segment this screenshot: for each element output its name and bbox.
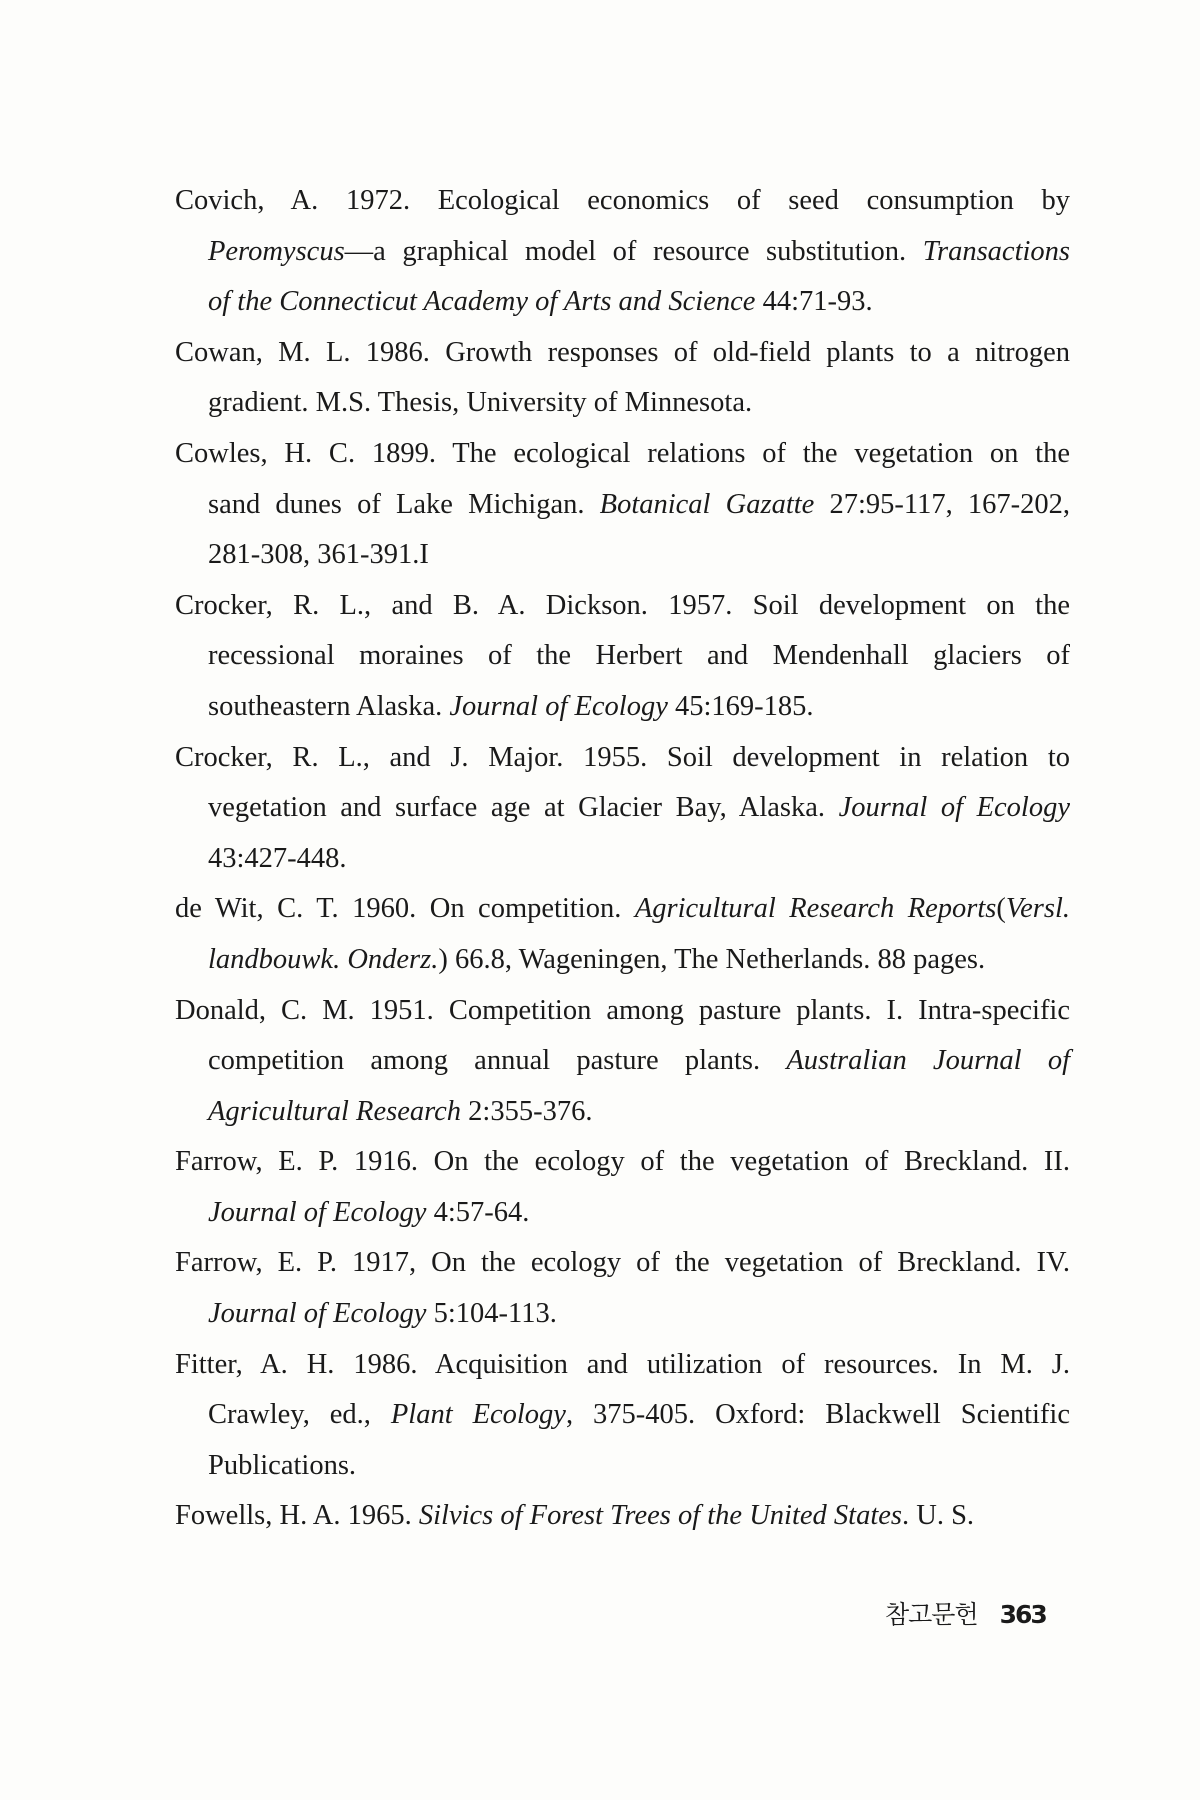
reference-text: Cowles, H. C. 1899. The ecological relations of the vegetation on the (175, 437, 1070, 469)
reference-entry (175, 581, 1070, 733)
italic-title-text: Versl. (1005, 893, 1070, 925)
reference-entry (175, 176, 1070, 328)
italic-title-text: Plant Ecology (390, 1399, 566, 1431)
reference-text: Fowells, H. A. 1965. (175, 1500, 419, 1532)
reference-entry (175, 1137, 1070, 1238)
reference-text: Farrow, E. P. 1916. On the ecology of the vegetation of Breckland. II. (175, 1146, 1070, 1178)
reference-entry (175, 1340, 1070, 1492)
reference-text: vegetation and surface age at Glacier Bay, Alaska. (208, 792, 839, 824)
reference-continuation-line (175, 530, 1070, 581)
italic-title-text: Silvics of Forest Trees of the United States (418, 1500, 902, 1532)
italic-title-text: Transactions (922, 235, 1070, 267)
reference-text: southeastern Alaska. (208, 690, 450, 722)
reference-first-line (175, 733, 1070, 784)
reference-text: Publications. (208, 1449, 357, 1481)
reference-text: 2:355-376. (461, 1095, 593, 1127)
reference-continuation-line (175, 227, 1070, 278)
reference-first-line (175, 986, 1070, 1037)
reference-continuation-line (175, 631, 1070, 682)
reference-continuation-line (175, 277, 1070, 328)
reference-text: 4:57-64. (426, 1196, 530, 1228)
italic-title-text: Journal of Ecology (449, 690, 668, 722)
italic-title-text: Journal of Ecology (208, 1196, 427, 1228)
page-number: 363 (999, 1600, 1046, 1629)
reference-continuation-line (175, 1390, 1070, 1441)
reference-entry (175, 328, 1070, 429)
reference-text: Farrow, E. P. 1917, On the ecology of the vegetation of Breckland. IV. (175, 1247, 1070, 1279)
reference-text: recessional moraines of the Herbert and Mendenhall glaciers of (208, 640, 1070, 672)
reference-first-line (175, 1491, 1070, 1542)
italic-title-text: Journal of Ecology (838, 792, 1070, 824)
reference-entry (175, 1238, 1070, 1339)
reference-text: 43:427-448. (208, 842, 347, 874)
reference-entry (175, 429, 1070, 581)
section-title: 참고문헌 (885, 1600, 978, 1629)
reference-text: Donald, C. M. 1951. Competition among pasture plants. I. Intra-specific (175, 994, 1070, 1026)
reference-continuation-line (175, 1289, 1070, 1340)
reference-entry (175, 884, 1070, 985)
reference-text: ) 66.8, Wageningen, The Netherlands. 88 pages. (438, 943, 986, 975)
reference-text: Covich, A. 1972. Ecological economics of seed consumption by (175, 185, 1070, 216)
reference-entry (175, 986, 1070, 1138)
reference-text: 27:95-117, 167-202, (814, 488, 1070, 520)
italic-title-text: of the Connecticut Academy of Arts and Science (208, 286, 756, 318)
reference-first-line (175, 429, 1070, 480)
reference-text: 45:169-185. (667, 690, 814, 722)
reference-text: ( (996, 893, 1006, 925)
reference-first-line (175, 1340, 1070, 1391)
reference-continuation-line (175, 783, 1070, 834)
italic-title-text: landbouwk. Onderz. (208, 943, 439, 975)
reference-continuation-line (175, 682, 1070, 733)
page-footer (885, 1597, 1046, 1633)
reference-continuation-line (175, 1087, 1070, 1138)
reference-text: , 375-405. Oxford: Blackwell Scientific (565, 1399, 1070, 1431)
reference-text: gradient. M.S. Thesis, University of Minnesota. (208, 387, 753, 419)
italic-title-text: Australian Journal of (786, 1045, 1070, 1077)
reference-entry (175, 733, 1070, 885)
reference-text: 281-308, 361-391.I (208, 539, 429, 571)
reference-first-line (175, 1137, 1070, 1188)
reference-text: de Wit, C. T. 1960. On competition. (175, 893, 635, 925)
reference-text: . U. S. (901, 1500, 975, 1532)
reference-text: Crawley, ed., (208, 1399, 391, 1431)
reference-text: Fitter, A. H. 1986. Acquisition and utilization of resources. In M. J. (175, 1348, 1070, 1380)
reference-list (175, 176, 1070, 1542)
reference-continuation-line (175, 378, 1070, 429)
reference-continuation-line (175, 1188, 1070, 1239)
reference-text: Crocker, R. L., and J. Major. 1955. Soil development in relation to (175, 741, 1070, 773)
reference-continuation-line (175, 480, 1070, 531)
italic-title-text: Agricultural Research Reports (634, 893, 997, 925)
reference-text: sand dunes of Lake Michigan. (208, 488, 600, 520)
reference-text: 44:71-93. (755, 286, 873, 318)
reference-text: Crocker, R. L., and B. A. Dickson. 1957. Soil development on the (175, 589, 1070, 621)
reference-continuation-line (175, 834, 1070, 885)
reference-text: 5:104-113. (426, 1298, 557, 1330)
reference-text: —a graphical model of resource substitution. (344, 235, 923, 267)
reference-first-line (175, 176, 1070, 227)
reference-first-line (175, 1238, 1070, 1289)
reference-continuation-line (175, 935, 1070, 986)
reference-first-line (175, 581, 1070, 632)
reference-continuation-line (175, 1441, 1070, 1492)
reference-first-line (175, 328, 1070, 379)
reference-entry (175, 1491, 1070, 1542)
italic-title-text: Botanical Gazatte (599, 488, 815, 520)
reference-text: Cowan, M. L. 1986. Growth responses of old-field plants to a nitrogen (175, 336, 1070, 368)
reference-text: competition among annual pasture plants. (208, 1045, 787, 1077)
reference-first-line (175, 884, 1070, 935)
italic-title-text: Peromyscus (208, 235, 345, 267)
italic-title-text: Agricultural Research (208, 1095, 462, 1127)
italic-title-text: Journal of Ecology (208, 1298, 427, 1330)
reference-continuation-line (175, 1036, 1070, 1087)
